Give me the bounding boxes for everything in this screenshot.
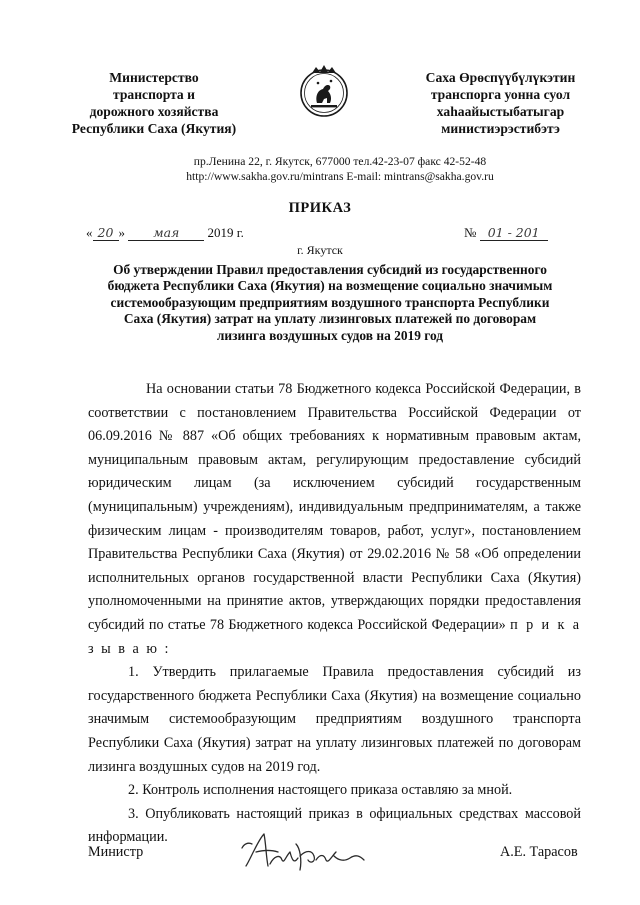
number-value: 01 - 201 [480,225,548,241]
handwritten-signature [240,826,370,876]
ministry-name-line: министиэрэстибэтэ [441,121,560,136]
preamble-paragraph [88,378,581,661]
subject-line: Саха (Якутия) затрат на уплату лизинговых платежей по договорам [123,311,537,327]
ministry-name-line: Республики Саха (Якутия) [71,121,237,136]
ministry-name-line: Саха Өрөспүүбүлүкэтин [425,70,576,85]
order-subject [80,262,580,344]
city-label: г. Якутск [297,243,343,257]
number-prefix: № [464,225,477,240]
date-year: 2019 г. [207,225,244,240]
web-email-line: http://www.sakha.gov.ru/mintrans E-mail: mintrans@sakha.gov.ru [186,170,494,183]
document-title: ПРИКАЗ [288,200,352,216]
order-item-2: 2. Контроль исполнения настоящего приказа оставляю за мной. [128,782,513,799]
prikazyvayu-word: п р и к а з ы в а ю : [88,616,582,657]
date-close-quote: » [118,225,125,240]
subject-line: Об утверждении Правил предоставления субсидий из государственного [113,262,547,277]
ministry-name-line: транспорга уонна суол [430,87,571,102]
ministry-name-russian [54,69,254,137]
coat-of-arms-icon [298,63,350,121]
order-body [88,378,581,850]
date-open-quote: « [86,225,93,240]
date-month: мая [128,225,204,241]
order-item-1: 1. Утвердить прилагаемые Правила предоставления субсидий из государственного бюджета Республики Саха (Якутия) на возмещение социально значимым системообразующим предприятиям воздушного транспорта Республики Саха (Якутия) затрат на уплату лизинговых платежей по договорам лизинга воздушных судов на 2019 год. [88,664,581,775]
ministry-name-line: транспорта и [113,87,195,102]
preamble-text: На основании статьи 78 Бюджетного кодекса Российской Федерации, в соответствии с постановлением Правительства Российской Федерации от 06.09.2016 № 887 «Об общих требованиях к нормативным правовым актам, муниципальным правовым актам, регулирующим предоставление субсидий юридическим лицам (за исключением субсидий государственным (муниципальным) учреждениям), индивидуальным предпринимателям, а также физическим лицам - производителям товаров, работ, услуг», постановлением Правительства Республики Саха (Якутия) от 29.02.2016 № 58 «Об определении исполнительных органов государственной власти Республики Саха (Якутия) уполномоченными на принятие актов, утверждающих порядки предоставления субсидий по статье 78 Бюджетного кодекса Российской Федерации» [88,381,581,633]
order-date [86,225,244,241]
ministry-name-line: хаһаайыстыбатыгар [436,104,565,119]
signatory-role: Министр [88,844,144,860]
contact-info [100,154,580,184]
subject-line: лизинга воздушных судов на 2019 год [216,327,444,343]
signatory-name: А.Е. Тарасов [500,844,578,860]
ministry-name-line: дорожного хозяйства [89,104,219,119]
address-line: пр.Ленина 22, г. Якутск, 677000 тел.42-23-07 факс 42-52-48 [193,155,487,168]
subject-line: системообразующим предприятиям воздушного транспорта Республики [110,294,550,310]
order-number [464,225,548,241]
order-item-3: 3. Опубликовать настоящий приказ в официальных средствах массовой информации. [88,805,581,846]
date-day: 20 [93,225,119,241]
ministry-name-sakha [398,69,603,137]
subject-line: бюджета Республики Саха (Якутия) на возмещение социально значимым [107,278,553,294]
ministry-name-line: Министерство [109,70,199,85]
